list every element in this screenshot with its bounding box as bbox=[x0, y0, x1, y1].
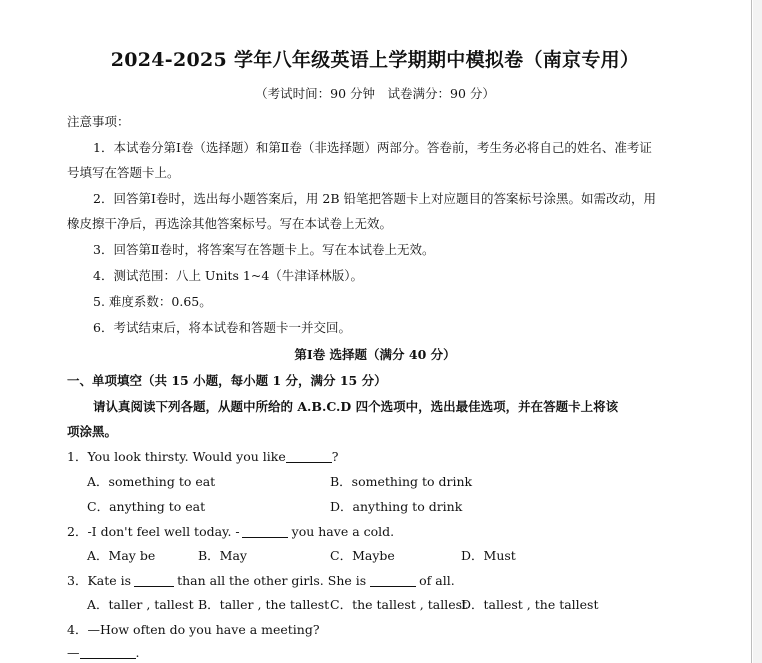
notice-item-5: 5. 难度系数：0.65。 bbox=[93, 294, 212, 309]
question-3-stem bbox=[67, 571, 455, 589]
page-gutter bbox=[753, 0, 762, 663]
answer-blank bbox=[242, 525, 288, 538]
question-3-option-a: A．taller , tallest bbox=[87, 597, 194, 612]
question-1-option-c: C．anything to eat bbox=[87, 499, 206, 514]
question-4-stem: 4．—How often do you have a meeting? bbox=[67, 622, 320, 637]
dash-prefix: — bbox=[67, 645, 80, 660]
question-2-option-b: B．May bbox=[198, 548, 247, 563]
notice-item-6: 6．考试结束后，将本试卷和答题卡一并交回。 bbox=[93, 320, 351, 335]
instruction-line-1: 请认真阅读下列各题，从题中所给的 A.B.C.D 四个选项中，选出最佳选项，并在答题卡上将该 bbox=[93, 399, 619, 414]
notice-item-4: 4．测试范围：八上 Units 1~4（牛津译林版）。 bbox=[93, 268, 364, 283]
notice-heading: 注意事项： bbox=[67, 114, 130, 129]
notice-item-1: 1．本试卷分第Ⅰ卷（选择题）和第Ⅱ卷（非选择题）两部分。答卷前，考生务必将自己的姓名、准考证 bbox=[93, 140, 652, 155]
notice-item-2: 2．回答第Ⅰ卷时，选出每小题答案后，用 2B 铅笔把答题卡上对应题目的答案标号涂黑。如需改动，用 bbox=[93, 191, 656, 206]
question-3-option-b: B．taller , the tallest bbox=[198, 597, 330, 612]
section-title: 第Ⅰ卷 选择题（满分 40 分） bbox=[294, 347, 456, 362]
instruction-line-2: 项涂黑。 bbox=[67, 424, 118, 439]
exam-info: （考试时间：90 分钟 试卷满分：90 分） bbox=[255, 86, 495, 101]
question-2-option-a: A．May be bbox=[87, 548, 156, 563]
question-text: you have a cold. bbox=[291, 524, 395, 539]
question-text: 2．-I don't feel well today. - bbox=[67, 524, 240, 539]
document-title: 2024-2025 学年八年级英语上学期期中模拟卷（南京专用） bbox=[110, 49, 640, 71]
part-title: 一、单项填空（共 15 小题，每小题 1 分，满分 15 分） bbox=[67, 373, 387, 388]
question-1-option-b: B．something to drink bbox=[330, 474, 473, 489]
question-text: 3．Kate is bbox=[67, 573, 132, 588]
question-1-option-a: A．something to eat bbox=[87, 474, 216, 489]
question-4-answer bbox=[67, 645, 139, 660]
question-2-stem bbox=[67, 522, 394, 540]
question-2-option-d: D．Must bbox=[461, 548, 516, 563]
question-text: than all the other girls. She is bbox=[177, 573, 367, 588]
question-3-option-d: D．tallest , the tallest bbox=[461, 597, 599, 612]
question-text: 1．You look thirsty. Would you like bbox=[67, 449, 286, 464]
question-text: ? bbox=[331, 449, 339, 464]
notice-item-1-cont: 号填写在答题卡上。 bbox=[67, 165, 180, 180]
answer-blank bbox=[80, 646, 136, 659]
answer-blank bbox=[134, 574, 174, 587]
notice-item-2-cont: 橡皮擦干净后，再选涂其他答案标号。写在本试卷上无效。 bbox=[67, 216, 393, 231]
answer-blank bbox=[286, 450, 332, 463]
notice-item-3: 3．回答第Ⅱ卷时，将答案写在答题卡上。写在本试卷上无效。 bbox=[93, 242, 435, 257]
question-1-stem bbox=[67, 447, 338, 465]
question-2-option-c: C．Maybe bbox=[330, 548, 395, 563]
question-1-option-d: D．anything to drink bbox=[330, 499, 463, 514]
page-edge bbox=[751, 0, 752, 663]
question-text: of all. bbox=[419, 573, 455, 588]
answer-blank bbox=[370, 574, 416, 587]
period-suffix: . bbox=[135, 645, 140, 660]
question-3-option-c: C．the tallest , tallest bbox=[330, 597, 468, 612]
